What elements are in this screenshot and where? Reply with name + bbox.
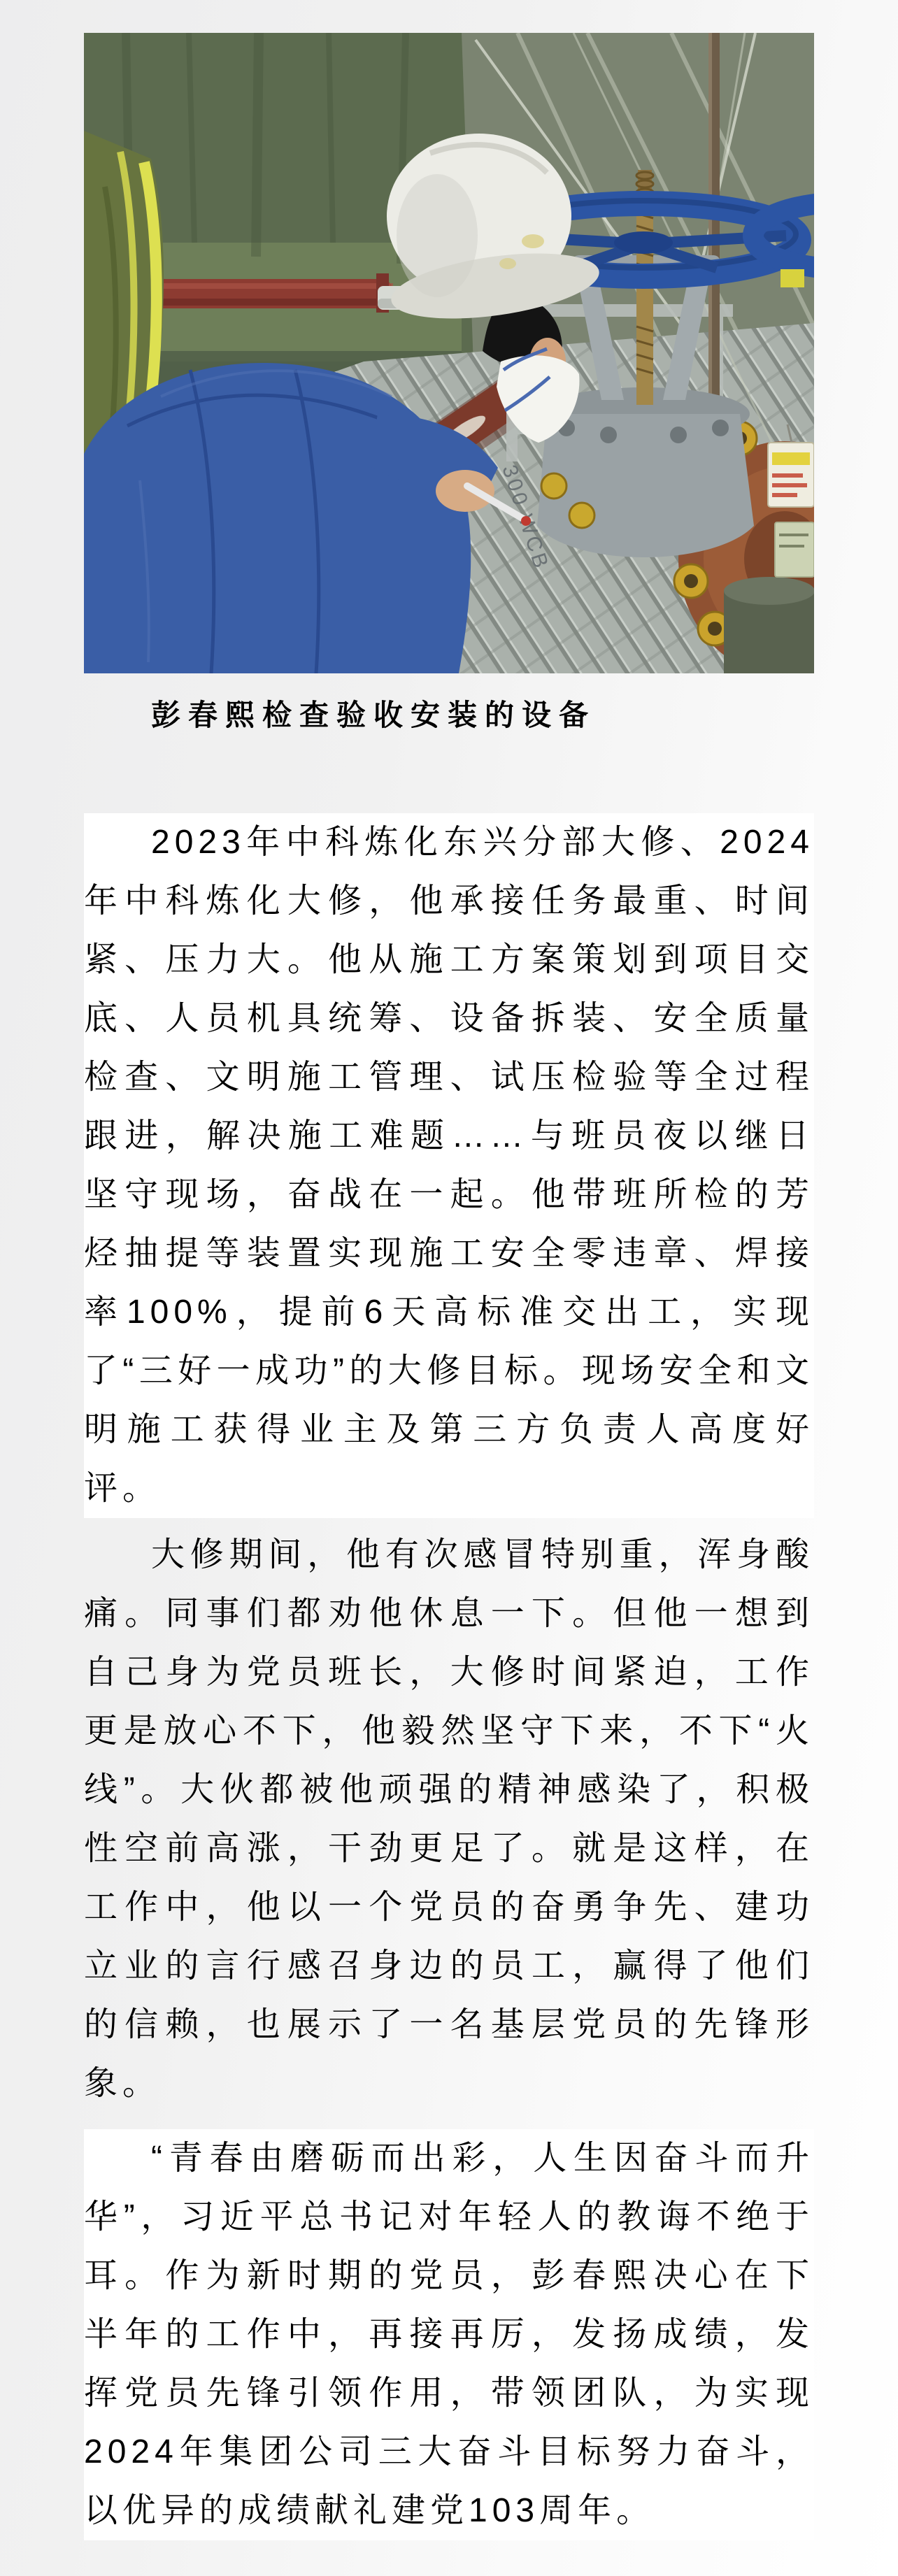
photo-tags [768, 424, 814, 577]
article-photo [84, 33, 814, 673]
photo-drum [724, 577, 814, 673]
paragraph-resolution: “青春由磨砺而出彩，人生因奋斗而升华”，习近平总书记对年轻人的教诲不绝于耳。作为新时期的党员，彭春熙决心在下半年的工作中，再接再厉，发扬成绩，发挥党员先锋引领作用，带领团队，为实现2024年集团公司三大奋斗目标努力奋斗，以优异的成绩献礼建党103周年。 [84, 2129, 814, 2540]
photo-caption: 彭春熙检查验收安装的设备 [151, 699, 597, 731]
paragraph-overhaul-achievements: 2023年中科炼化东兴分部大修、2024年中科炼化大修，他承接任务最重、时间紧、压力大。他从施工方案策划到项目交底、人员机具统筹、设备拆装、安全质量检查、文明施工管理、试压检验等全过程跟进，解决施工难题……与班员夜以继日坚守现场，奋战在一起。他带班所检的芳烃抽提等装置实现施工安全零违章、焊接率100%，提前6天高标准交出工，实现了“三好一成功”的大修目标。现场安全和文明施工获得业主及第三方负责人高度好评。 [84, 813, 814, 1518]
valve-cast-marking: 300 WCB [497, 461, 554, 573]
paragraph-perseverance: 大修期间，他有次感冒特别重，浑身酸痛。同事们都劝他休息一下。但他一想到自己身为党员班长，大修时间紧迫，工作更是放心不下，他毅然坚守下来，不下“火线”。大伙都被他顽强的精神感染了，积极性空前高涨，干劲更足了。就是这样，在工作中，他以一个党员的奋勇争先、建功立业的言行感召身边的员工，赢得了他们的信赖，也展示了一名基层党员的先锋形象。 [84, 1536, 814, 2102]
photo-illustration [84, 33, 814, 673]
